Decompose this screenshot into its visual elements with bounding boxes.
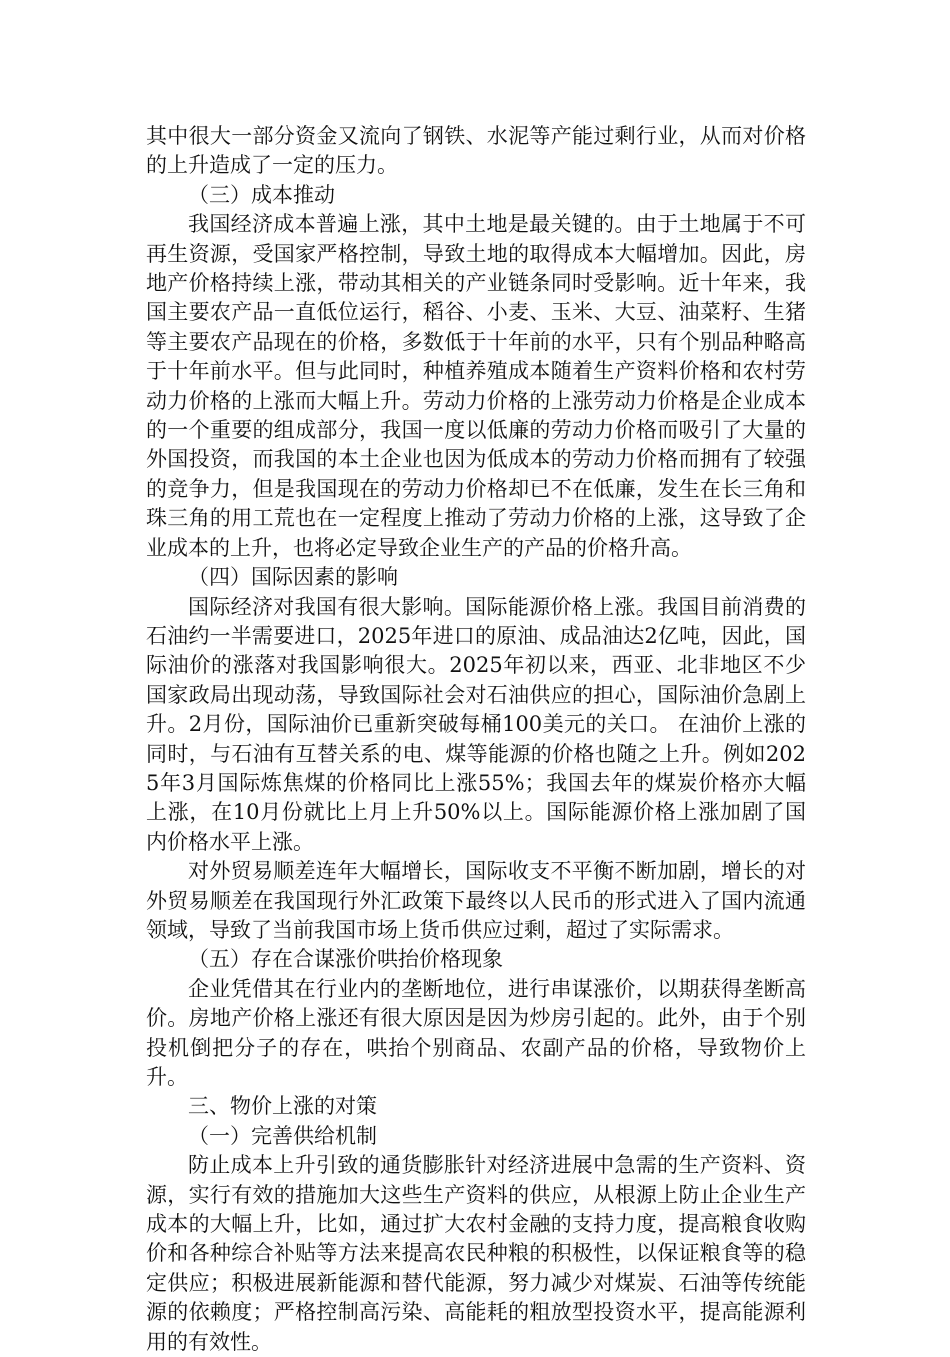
paragraph-collusion: 企业凭借其在行业内的垄断地位，进行串谋涨价，以期获得垄断高价。房地产价格上涨还有很大原因是因为炒房引起的。此外，由于个别投机倒把分子的存在，哄抬个别商品、农副产品的价格，导致物价上升。 — [146, 976, 806, 1089]
paragraph-supply: 防止成本上升引致的通货膨胀针对经济进展中急需的生产资料、资源，实行有效的措施加大这些生产资料的供应，从根源上防止企业生产成本的大幅上升，比如，通过扩大农村金融的支持力度，提高粮食收购价和各种综合补贴等方法来提高农民种粮的积极性，以保证粮食等的稳定供应；积极进展新能源和替代能源，努力减少对煤炭、石油等传统能源的依赖度；严格控制高污染、高能耗的粗放型投资水平，提高能源利用的有效性。 — [146, 1153, 806, 1354]
section-heading-international: （四）国际因素的影响 — [188, 565, 398, 590]
paragraph-trade-surplus: 对外贸易顺差连年大幅增长，国际收支不平衡不断加剧，增长的对外贸易顺差在我国现行外汇政策下最终以人民币的形式进入了国内流通领域，导致了当前我国市场上货币供应过剩，超过了实际需求。 — [146, 859, 806, 942]
paragraph-continuation: 其中很大一部分资金又流向了钢铁、水泥等产能过剩行业，从而对价格的上升造成了一定的压力。 — [146, 124, 806, 178]
paragraph-cost-push: 我国经济成本普遍上涨，其中土地是最关键的。由于土地属于不可再生资源，受国家严格控制，导致土地的取得成本大幅增加。因此，房地产价格持续上涨，带动其相关的产业链条同时受影响。近十年来，我国主要农产品一直低位运行，稻谷、小麦、玉米、大豆、油菜籽、生猪等主要农产品现在的价格，多数低于十年前的水平，只有个别品种略高于十年前水平。但与此同时，种植养殖成本随着生产资料价格和农村劳动力价格的上涨而大幅上升。劳动力价格的上涨劳动力价格是企业成本的一个重要的组成部分，我国一度以低廉的劳动力价格而吸引了大量的外国投资，而我国的本土企业也因为低成本的劳动力价格而拥有了较强的竞争力，但是我国现在的劳动力价格却已不在低廉，发生在长三角和珠三角的用工荒也在一定程度上推动了劳动力价格的上涨，这导致了企业成本的上升，也将必定导致企业生产的产品的价格升高。 — [146, 212, 806, 560]
section-heading-supply: （一）完善供给机制 — [188, 1123, 377, 1148]
paragraph-international-energy: 国际经济对我国有很大影响。国际能源价格上涨。我国目前消费的石油约一半需要进口，2025年进口的原油、成品油达2亿吨，因此，国际油价的涨落对我国影响很大。2025年初以来，西亚、北非地区不少国家政局出现动荡，导致国际社会对石油供应的担心，国际油价急剧上升。2月份，国际油价已重新突破每桶100美元的关口。 在油价上涨的同时，与石油有互替关系的电、煤等能源的价格也随之上升。例如2025年3月国际炼焦煤的价格同比上涨55%；我国去年的煤炭价格亦大幅上涨，在10月份就比上月上升50%以上。国际能源价格上涨加剧了国内价格水平上涨。 — [146, 594, 806, 854]
section-heading-collusion: （五）存在合谋涨价哄抬价格现象 — [188, 947, 503, 972]
section-heading-cost-push: （三）成本推动 — [188, 182, 335, 207]
chapter-heading-countermeasures: 三、物价上涨的对策 — [188, 1094, 377, 1119]
document-page — [146, 122, 806, 1357]
